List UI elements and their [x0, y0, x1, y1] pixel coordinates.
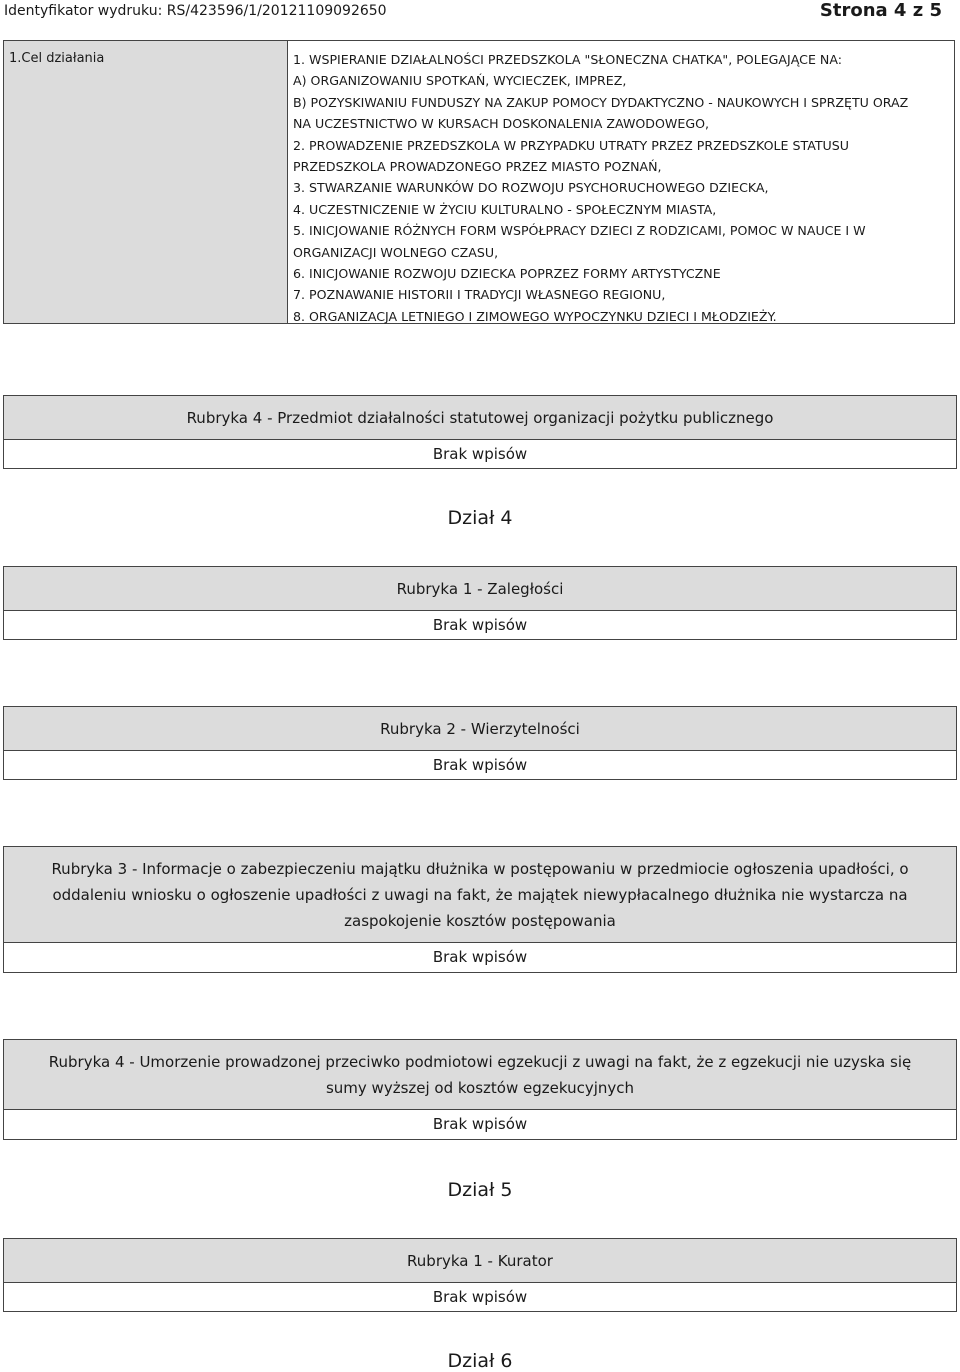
- dzial-4-rubryka-4-body: Brak wpisów: [432, 1115, 528, 1133]
- dzial-5-rubryka-1-box: [3, 1238, 957, 1312]
- dzial-4-rubryka-3-title: [4, 847, 956, 943]
- cel-line: 7. POZNAWANIE HISTORII I TRADYCJI WŁASNEGO REGIONU,: [293, 287, 666, 303]
- dzial-4-rubryka-2-box: [3, 706, 957, 780]
- page-number: Strona 4 z 5: [819, 0, 942, 21]
- cel-line: 2. PROWADZENIE PRZEDSZKOLA W PRZYPADKU UTRATY PRZEZ PRZEDSZKOLE STATUSU: [293, 137, 849, 153]
- dzial-4-rubryka-4-box: [3, 1039, 957, 1140]
- title-line: Rubryka 4 - Umorzenie prowadzonej przeciwko podmiotowi egzekucji z uwagi na fakt, że z egzekucji nie uzyska się: [48, 1052, 912, 1071]
- dzial-4-rubryka-3-box: [3, 846, 957, 973]
- cel-dzialania-label: 1.Cel działania: [4, 41, 288, 323]
- cel-line: 4. UCZESTNICZENIE W ŻYCIU KULTURALNO - SPOŁECZNYM MIASTA,: [293, 201, 717, 217]
- cel-line: PRZEDSZKOLA PROWADZONEGO PRZEZ MIASTO POZNAŃ,: [293, 159, 662, 175]
- dzial-4-rubryka-2-title: Rubryka 2 - Wierzytelności: [4, 707, 956, 751]
- cel-line: NA UCZESTNICTWO W KURSACH DOSKONALENIA ZAWODOWEGO,: [293, 116, 710, 132]
- cel-line: A) ORGANIZOWANIU SPOTKAŃ, WYCIECZEK, IMPREZ,: [293, 73, 627, 89]
- cel-line: 8. ORGANIZACJA LETNIEGO I ZIMOWEGO WYPOCZYNKU DZIECI I MŁODZIEŻY.: [293, 308, 777, 324]
- rubryka-4-przedmiot-body: Brak wpisów: [432, 445, 528, 463]
- dzial-5-rubryka-1-title: Rubryka 1 - Kurator: [4, 1239, 956, 1283]
- dzial-5-title: Dział 5: [447, 1179, 513, 1201]
- dzial-4-rubryka-3-body: Brak wpisów: [432, 948, 528, 966]
- cel-line: 3. STWARZANIE WARUNKÓW DO ROZWOJU PSYCHORUCHOWEGO DZIECKA,: [293, 180, 769, 196]
- cel-dzialania-table: [3, 40, 955, 324]
- rubryka-4-przedmiot-title: Rubryka 4 - Przedmiot działalności statutowej organizacji pożytku publicznego: [4, 396, 956, 440]
- dzial-4-rubryka-1-body: Brak wpisów: [432, 616, 528, 634]
- dzial-5-rubryka-1-body: Brak wpisów: [432, 1288, 528, 1306]
- title-line: sumy wyższej od kosztów egzekucyjnych: [325, 1078, 635, 1097]
- cel-line: ORGANIZACJI WOLNEGO CZASU,: [293, 244, 499, 260]
- print-identifier: Identyfikator wydruku: RS/423596/1/20121109092650: [4, 3, 387, 19]
- cel-dzialania-content: [288, 41, 954, 323]
- cel-line: 5. INICJOWANIE RÓŻNYCH FORM WSPÓŁPRACY DZIECI Z RODZICAMI, POMOC W NAUCE I W: [293, 223, 866, 239]
- dzial-4-rubryka-2-body: Brak wpisów: [432, 756, 528, 774]
- dzial-6-title: Dział 6: [447, 1350, 513, 1372]
- dzial-4-rubryka-1-title: Rubryka 1 - Zaległości: [4, 567, 956, 611]
- dzial-4-rubryka-4-title: [4, 1040, 956, 1110]
- title-line: oddaleniu wniosku o ogłoszenie upadłości z uwagi na fakt, że majątek niewypłacalnego dłużnika nie wystarcza na: [52, 885, 908, 904]
- title-line: Rubryka 3 - Informacje o zabezpieczeniu majątku dłużnika w postępowaniu w przedmiocie ogłoszenia upadłości, o: [51, 859, 909, 878]
- cel-line: 1. WSPIERANIE DZIAŁALNOŚCI PRZEDSZKOLA "SŁONECZNA CHATKA", POLEGAJĄCE NA:: [293, 52, 842, 67]
- title-line: zaspokojenie kosztów postępowania: [344, 911, 616, 930]
- dzial-4-rubryka-1-box: [3, 566, 957, 640]
- dzial-4-title: Dział 4: [447, 507, 513, 529]
- cel-line: 6. INICJOWANIE ROZWOJU DZIECKA POPRZEZ FORMY ARTYSTYCZNE: [293, 266, 721, 282]
- rubryka-4-przedmiot-box: [3, 395, 957, 469]
- cel-line: B) POZYSKIWANIU FUNDUSZY NA ZAKUP POMOCY DYDAKTYCZNO - NAUKOWYCH I SPRZĘTU ORAZ: [293, 94, 909, 110]
